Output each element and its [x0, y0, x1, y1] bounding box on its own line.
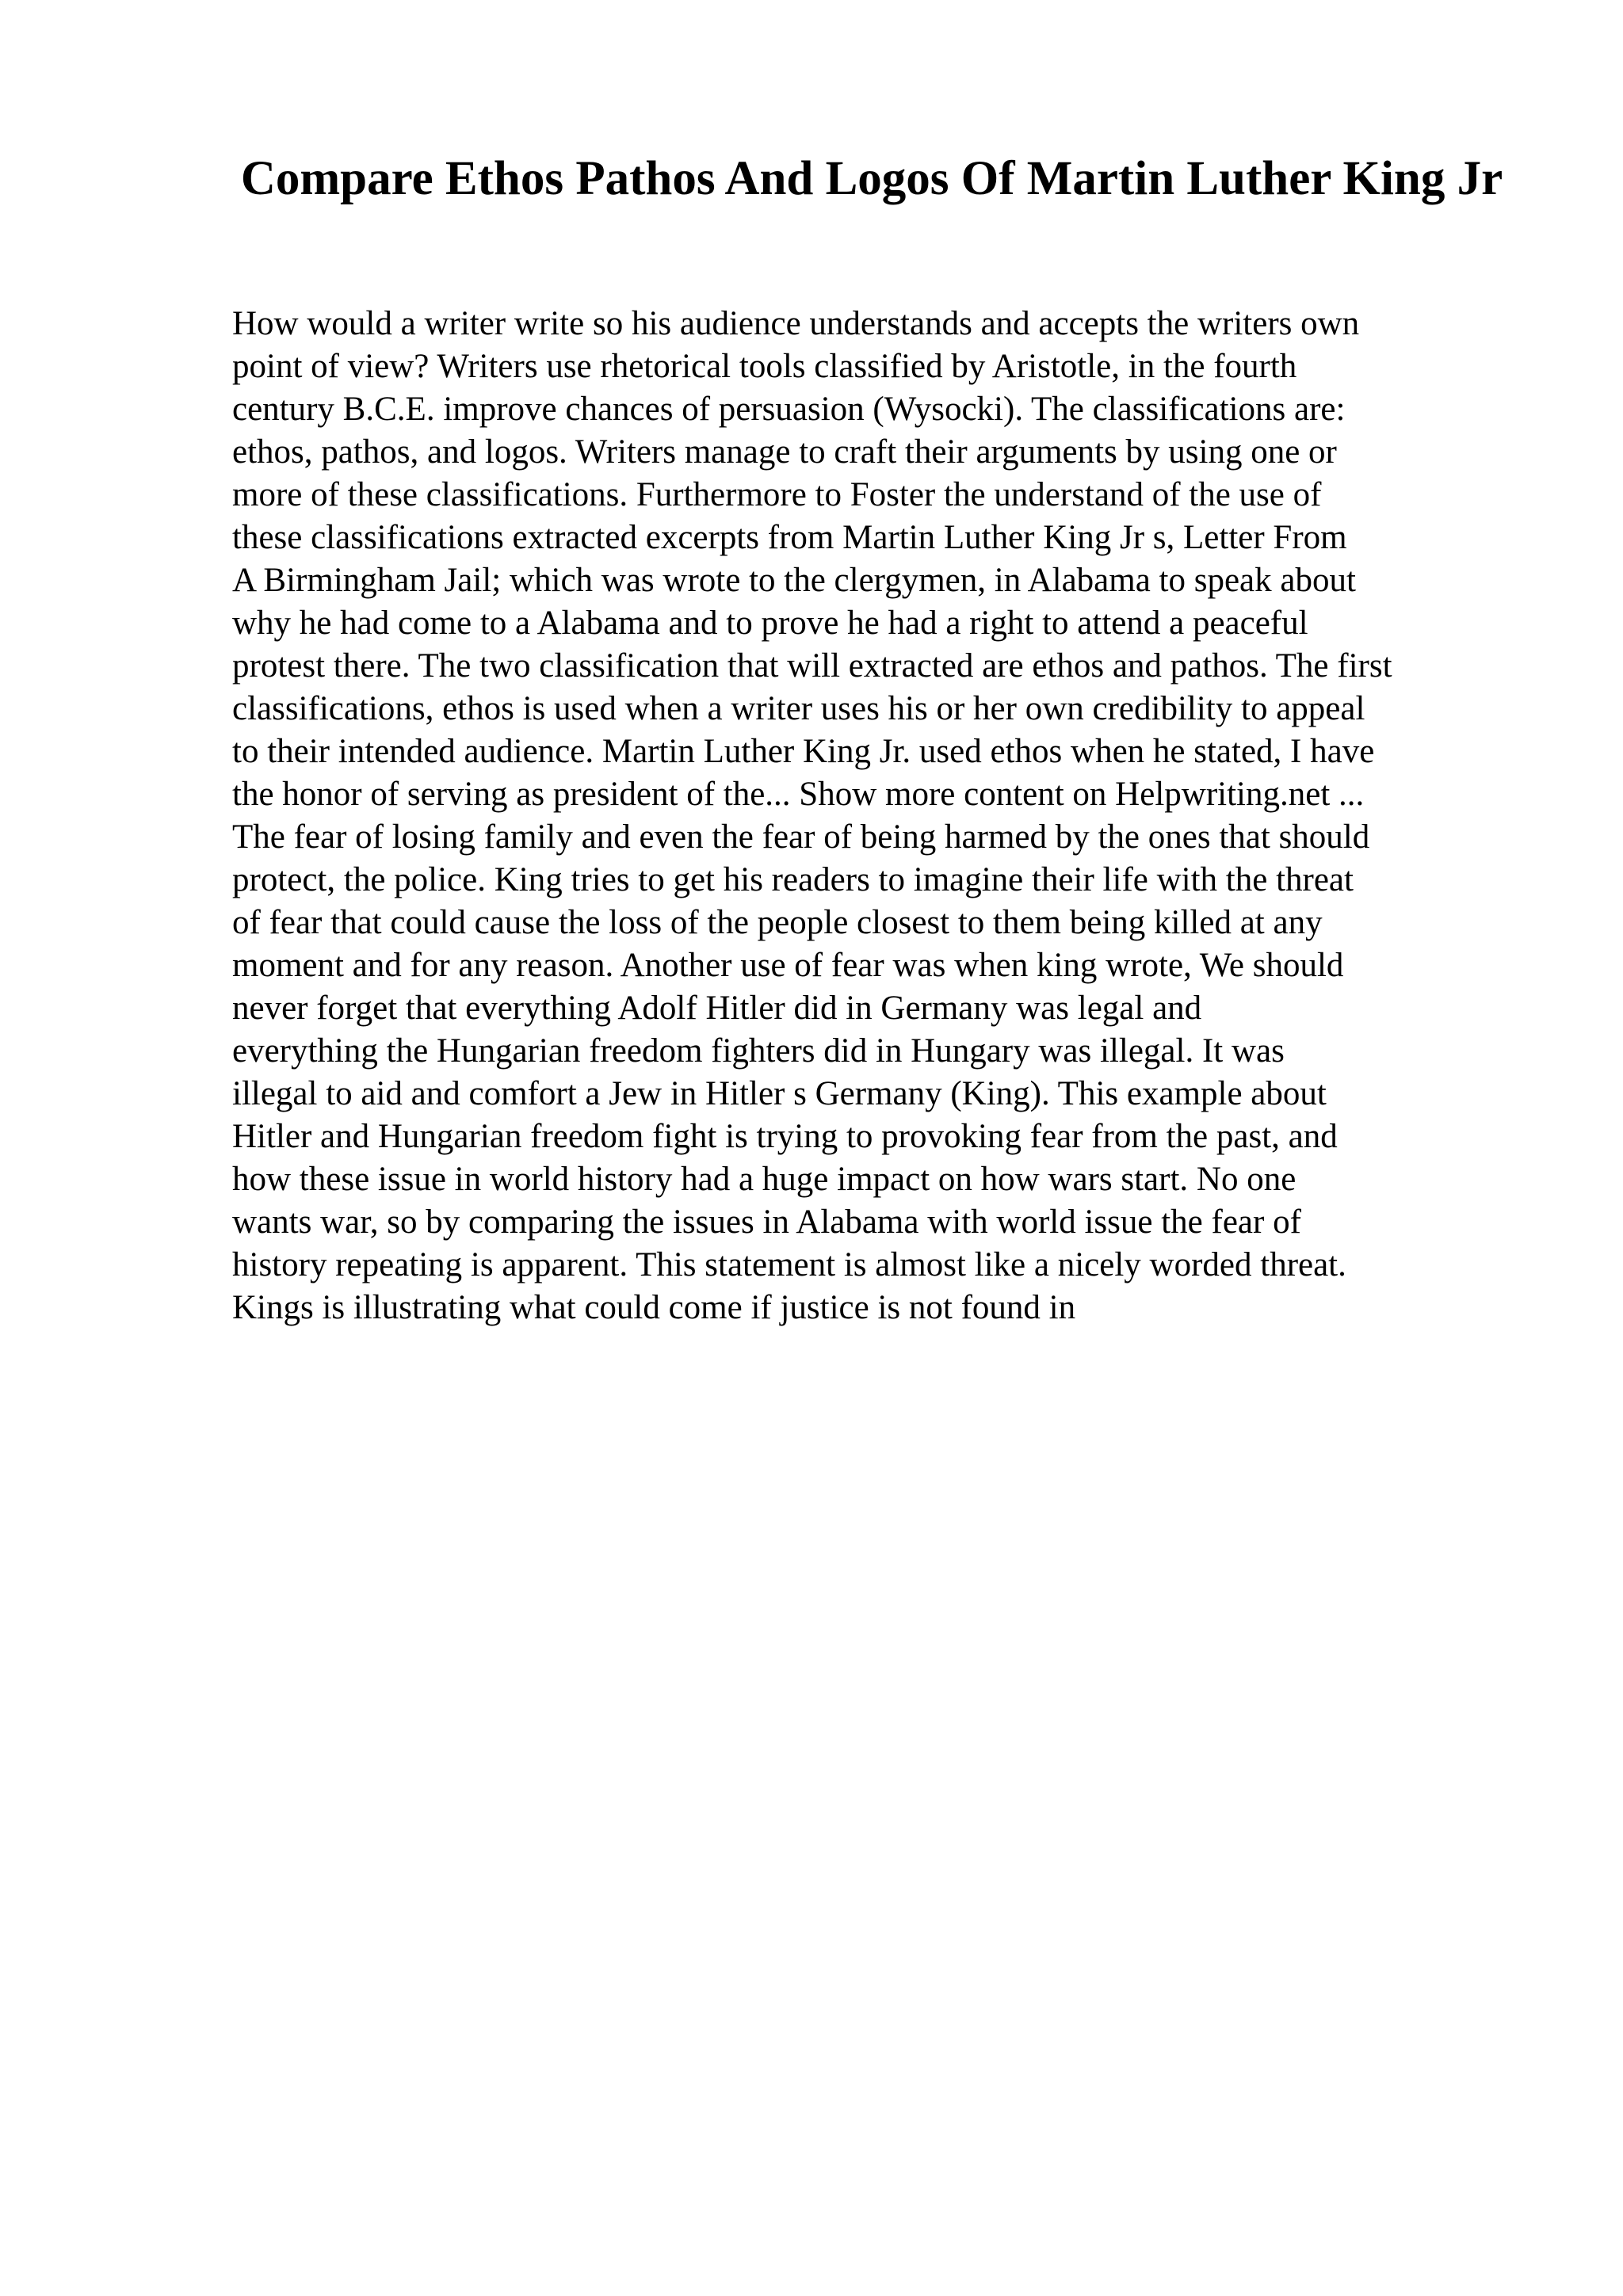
- body-line: protect, the police. King tries to get his readers to imagine their life with the threat: [232, 861, 1354, 898]
- body-line: everything the Hungarian freedom fighters did in Hungary was illegal. It was: [232, 1032, 1285, 1070]
- body-line: why he had come to a Alabama and to prove he had a right to attend a peaceful: [232, 605, 1308, 642]
- body-line: more of these classifications. Furthermore to Foster the understand of the use of: [232, 476, 1322, 513]
- body-line: protest there. The two classification that will extracted are ethos and pathos. The first: [232, 647, 1392, 685]
- body-line: history repeating is apparent. This statement is almost like a nicely worded threat.: [232, 1246, 1346, 1283]
- body-line: Hitler and Hungarian freedom fight is trying to provoking fear from the past, and: [232, 1118, 1338, 1155]
- body-line: ethos, pathos, and logos. Writers manage to craft their arguments by using one or: [232, 433, 1337, 471]
- document-body: [232, 303, 1540, 1329]
- body-line: never forget that everything Adolf Hitler did in Germany was legal and: [232, 990, 1202, 1027]
- body-line: how these issue in world history had a huge impact on how wars start. No one: [232, 1161, 1296, 1198]
- body-line: How would a writer write so his audience understands and accepts the writers own: [232, 305, 1360, 342]
- body-line: wants war, so by comparing the issues in Alabama with world issue the fear of: [232, 1203, 1301, 1241]
- body-line: century B.C.E. improve chances of persuasion (Wysocki). The classifications are:: [232, 391, 1346, 428]
- body-line: moment and for any reason. Another use of fear was when king wrote, We should: [232, 947, 1344, 984]
- body-line: The fear of losing family and even the fear of being harmed by the ones that should: [232, 818, 1370, 856]
- body-line: of fear that could cause the loss of the people closest to them being killed at any: [232, 904, 1323, 941]
- body-line: these classifications extracted excerpts from Martin Luther King Jr s, Letter From: [232, 519, 1347, 556]
- body-line: point of view? Writers use rhetorical tools classified by Aristotle, in the fourth: [232, 348, 1297, 385]
- body-line: Kings is illustrating what could come if justice is not found in: [232, 1289, 1076, 1326]
- body-line: A Birmingham Jail; which was wrote to the clergymen, in Alabama to speak about: [232, 562, 1356, 599]
- body-line: the honor of serving as president of the... Show more content on Helpwriting.net ...: [232, 776, 1365, 813]
- body-line: illegal to aid and comfort a Jew in Hitler s Germany (King). This example about: [232, 1075, 1327, 1112]
- body-line: classifications, ethos is used when a writer uses his or her own credibility to appeal: [232, 690, 1365, 727]
- document-title: Compare Ethos Pathos And Logos Of Martin Luther King Jr: [240, 152, 1503, 205]
- body-line: to their intended audience. Martin Luther King Jr. used ethos when he stated, I have: [232, 733, 1375, 770]
